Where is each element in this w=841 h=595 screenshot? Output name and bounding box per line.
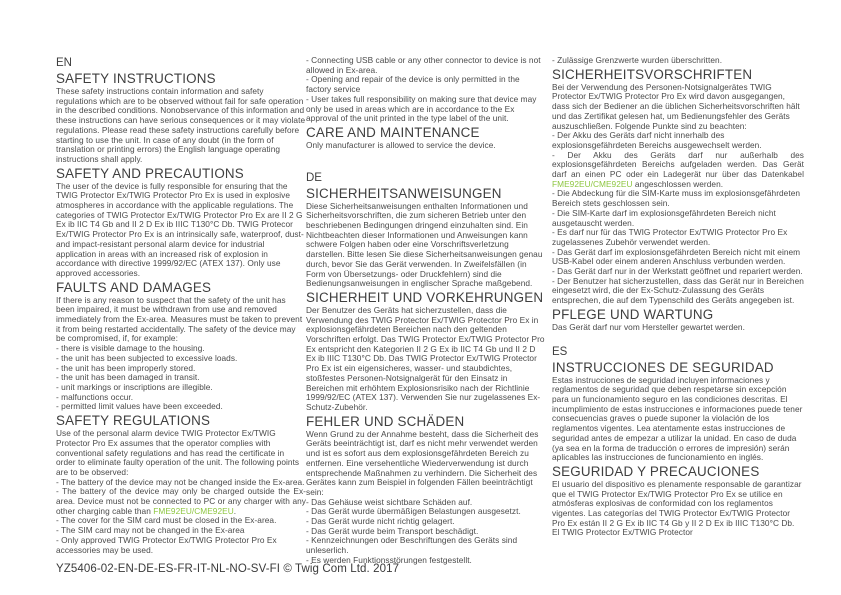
- paragraph: Wenn Grund zu der Annahme besteht, dass die Sicherheit des Geräts beeinträchtigt ist, darf es nicht mehr verwendet werden und ist es sofort aus dem explosionsgefährdeten Bereich zu entfernen. Eine versehentliche Wiederverwendung ist durch entsprechende Maßnahmen zu verhindern. Die Sicherheit des Gerätes kann zum Beispiel in folgenden Fällen beeinträchtigt sein:: [306, 428, 539, 497]
- paragraph: - Das Gerät wurde beim Transport beschädigt.: [306, 525, 479, 536]
- paragraph: - Es darf nur für das TWIG Protector Ex/TWIG Protector Pro Ex zugelassenes Zubehör verwendet werden.: [552, 227, 788, 247]
- section-heading: FAULTS AND DAMAGES: [56, 279, 212, 295]
- paragraph: - User takes full responsibility on making sure that device may only be used in areas which are in accordance to the Ex approval of the unit printed in the type label of the unit.: [306, 93, 537, 124]
- cable-code-highlight: FME92EU/CME92EU: [153, 505, 234, 516]
- section-heading: PFLEGE UND WARTUNG: [552, 306, 714, 322]
- paragraph: - Die SIM-Karte darf im explosionsgefährdeten Bereich nicht ausgetauscht werden.: [552, 207, 776, 228]
- paragraph: - Der Akku des Geräts darf nicht innerhalb des explosionsgefährdeten Bereichs ausgewechselt werden.: [552, 130, 762, 150]
- paragraph: - Das Gerät wurde nicht richtig gelagert.: [306, 516, 455, 527]
- paragraph: - Die Abdeckung für die SIM-Karte muss im explosionsgefährdeten Bereich stets geschlossen sein.: [552, 188, 801, 209]
- paragraph: [552, 151, 804, 190]
- paragraph: Der Benutzer des Geräts hat sicherzustellen, dass die Verwendung des TWIG Protector Ex/TWIG Protector Pro Ex in explosionsgefährdeten Bereichen nach den geltenden Vorschriften erfolgt. Das TWIG Protector Ex/TWIG Protector Pro Ex entspricht den Kategorien II 2 G Ex ib IIC T4 Gb und II 2 D Ex ib IIIC T130°C Db. Das TWIG Protector Ex/TWIG Protector Pro Ex ist ein eigensicheres, wasser- und staubdichtes, stoßfestes Personen-Notsignalgerät für den Einsatz in Bereichen mit erhöhtem Explosionsrisiko nach der Richtlinie 1999/92/EC (ATEX 137). Verwenden Sie nur zugelassenes Ex-Schutz-Zubehör.: [306, 304, 545, 412]
- section-heading: CARE AND MAINTENANCE: [306, 124, 480, 140]
- paragraph: - The battery of the device may not be changed inside the Ex-area.: [56, 476, 305, 487]
- paragraph: - Kennzeichnungen oder Beschriftungen des Geräts sind unleserlich.: [306, 535, 518, 556]
- language-code: EN: [56, 57, 72, 69]
- language-code: ES: [552, 345, 568, 358]
- section-heading: SAFETY INSTRUCTIONS: [56, 71, 216, 86]
- paragraph: - Opening and repair of the device is only permitted in the factory service: [306, 74, 520, 95]
- section-gap: [306, 151, 546, 171]
- paragraph: The user of the device is fully responsible for ensuring that the TWIG Protector Ex/TWIG Protector Pro Ex is used in explosive atmospheres in accordance with the applicable regulations. The categories of TWIG Protector Ex/TWIG Protector Pro Ex are II 2 G Ex ib IIC T4 Gb and II 2 D Ex ib IIIC T130°C Db. TWIG Protecor Ex/TWIG Protector Pro Ex is an intrinsically safe, waterproof, dust- and impact-resistant personal alarm device for industrial application in areas with an increased risk of explosion in accordance with directive 1999/92/EC (ATEX 137). Only use approved accessories.: [56, 180, 304, 278]
- paragraph: - the unit has been improperly stored.: [56, 362, 196, 373]
- paragraph: - The SIM card may not be changed in the Ex-area: [56, 525, 245, 536]
- paragraph: These safety instructions contain information and safety regulations which are to be observed without fail for safe operation in the described conditions. Nonobservance of this information and these instructions can have serious consequences or it may violate regulations. Please read these safety instructions carefully before starting to use the unit. In case of any doubt (in the form of translation or printing errors) the English language operating instructions shall apply.: [56, 86, 306, 164]
- text-segment: angeschlossen werden.: [632, 178, 724, 189]
- paragraph: - Der Benutzer hat sicherzustellen, dass das Gerät nur in Bereichen eingesetzt wird, die der Ex-Schutz-Zulassung des Geräts entsprechen, die auf dem Typenschild des Geräts angegeben ist.: [552, 275, 804, 306]
- section-heading: SICHERHEITSVORSCHRIFTEN: [552, 66, 753, 82]
- language-code: DE: [306, 171, 322, 184]
- paragraph: - Only approved TWIG Protector Ex/TWIG Protector Pro Ex accessories may be used.: [56, 534, 277, 555]
- cable-code-highlight: FME92EU/CME92EU: [552, 178, 633, 189]
- section-heading: SICHERHEITSANWEISUNGEN: [306, 185, 502, 201]
- section-heading: SAFETY REGULATIONS: [56, 413, 211, 429]
- paragraph: - Das Gerät wurde übermäßigen Belastungen ausgesetzt.: [306, 506, 521, 517]
- paragraph: - malfunctions occur.: [56, 391, 134, 402]
- paragraph: - permitted limit values have been exceeded.: [56, 401, 223, 412]
- paragraph: If there is any reason to suspect that the safety of the unit has been impaired, it must be withdrawn from use and removed immediately from the Ex-area. Measures must be taken to prevent it from being restarted accidentally. The safety of the device may be compromised, if, for example:: [56, 294, 303, 344]
- paragraph: [56, 487, 306, 516]
- paragraph: - the unit has been subjected to excessive loads.: [56, 352, 238, 363]
- paragraph: - the unit has been damaged in transit.: [56, 372, 200, 383]
- text-column-de-es: [552, 56, 804, 538]
- document-footer: YZ5406-02-EN-DE-ES-FR-IT-NL-NO-SV-FI © Twig Com Ltd. 2017: [56, 563, 400, 575]
- section-heading: INSTRUCCIONES DE SEGURIDAD: [552, 359, 774, 375]
- section-heading: SICHERHEIT UND VORKEHRUNGEN: [306, 289, 544, 305]
- paragraph: - Zulässige Grenzwerte wurden überschritten.: [552, 55, 723, 65]
- paragraph: Diese Sicherheitsanweisungen enthalten Informationen und Sicherheitsvorschriften, die zum sicheren Betrieb unter den beschriebenen Bedingungen dringend einzuhalten sind. Ein Nichtbeachten dieser Informationen und Anweisungen kann schwere Folgen haben oder eine Vorschriftsverletzung darstellen. Bitte lesen Sie diese Sicherheitsanweisungen genau durch, bevor Sie das Gerät verwenden. In Zweifelsfällen (in Form von Übersetzungs- oder Druckfehlern) sind die Bedienungsanweisungen in englischer Sprache maßgebend.: [306, 200, 543, 289]
- text-segment: - Der Akku des Geräts darf nur außerhalb des explosionsgefährdeten Bereichs aufgeladen werden. Das Gerät darf an einen PC oder ein Ladegerät nur über das Datenkabel: [552, 149, 804, 180]
- paragraph: - Es werden Funktionsstörungen festgestellt.: [306, 554, 472, 565]
- text-column-en-de: [306, 56, 546, 566]
- text-segment: .: [233, 505, 237, 516]
- paragraph: Estas instrucciones de seguridad incluyen informaciones y reglamentos de seguridad que deben respetarse sin excepción para un funcionamiento seguro en las condiciones descritas. El incumplimiento de estas instrucciones e informaciones puede tener consecuencias graves o puede suponer la violación de los reglamentos vigentes. Lea atentamente estas instrucciones de seguridad antes de empezar a utilizar la unidad. En caso de duda (ya sea en la forma de traducción o errores de impresión) serán aplicables las instrucciones de funcionamiento en inglés.: [552, 374, 803, 463]
- paragraph: - The cover for the SIM card must be closed in the Ex-area.: [56, 515, 277, 526]
- paragraph: Only manufacturer is allowed to service the device.: [306, 139, 496, 150]
- section-heading: SAFETY AND PRECAUTIONS: [56, 165, 244, 181]
- paragraph: - Das Gerät darf nur in der Werkstatt geöffnet und repariert werden.: [552, 266, 803, 277]
- paragraph: Bei der Verwendung des Personen-Notsignalgerätes TWIG Protector Ex/TWIG Protector Pro Ex wird davon ausgegangen, dass sich der Bediener an die üblichen Sicherheitsvorschriften hält und das Zertifikat gelesen hat, um Bedienungsfehler des Geräts auszuschließen. Folgende Punkte sind zu beachten:: [552, 81, 800, 131]
- paragraph: - Connecting USB cable or any other connector to device is not allowed in Ex-area.: [306, 55, 541, 75]
- text-column-en: [56, 56, 306, 555]
- paragraph: - Das Gehäuse weist sichtbare Schäden auf.: [306, 496, 473, 507]
- paragraph: Das Gerät darf nur vom Hersteller gewartet werden.: [552, 321, 745, 332]
- section-heading: SEGURIDAD Y PRECAUCIONES: [552, 463, 760, 479]
- section-gap: [552, 333, 804, 345]
- paragraph: - Das Gerät darf im explosionsgefährdeten Bereich nicht mit einem USB-Kabel oder einem anderen Anschluss verbunden werden.: [552, 246, 801, 267]
- paragraph: Use of the personal alarm device TWIG Protector Ex/TWIG Protector Pro Ex assumes that the operator complies with conventional safety regulations and has read the certificate in order to eliminate faulty operation of the unit. The following points are to be observed:: [56, 428, 300, 477]
- paragraph: - unit markings or inscriptions are illegible.: [56, 381, 213, 392]
- section-heading: FEHLER UND SCHÄDEN: [306, 413, 465, 429]
- paragraph: - there is visible damage to the housing.: [56, 343, 205, 354]
- paragraph: El usuario del dispositivo es plenamente responsable de garantizar que el TWIG Protector Ex/TWIG Protector Pro Ex se utilice en atmósferas explosivas de conformidad con los reglamentos vigentes. Las categorías del TWIG Protector Ex/TWIG Protector Pro Ex están II 2 G Ex ib IIC T4 Gb y II 2 D Ex ib IIIC T130°C Db. El TWIG Protector Ex/TWIG Protector: [552, 478, 802, 538]
- text-segment: - The battery of the device may only be charged outside the Ex-area. Device must not be connected to PC or any charger with any other charging cable than: [56, 486, 306, 516]
